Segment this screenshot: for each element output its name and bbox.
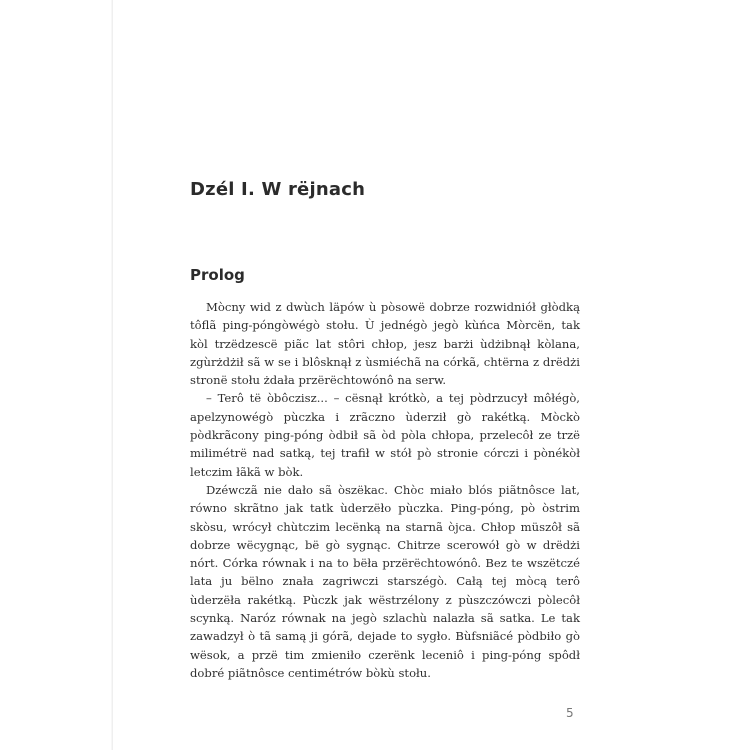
page-number: 5 bbox=[566, 706, 574, 720]
paragraph: Mòcny wid z dwùch läpów ù pòsowë dobrze rozwidniół głòdką tôflã ping-póngòwégò stołu. Ù jednégò jegò kùńca Mòrcën, tak kòl trzëdzescë piãc lat stôri chłop, jesz barżi ùdżibnął kòlana, zgùrżdżił sã w se i blôsknął z ùsmiéchã na córkã, chtërna z drëdżi stronë stołu żdała przërëchtowónô na serw. bbox=[190, 300, 580, 388]
paragraph: – Terô të òbôczisz... – cësnął krótkò, a tej pòdrzucył môłégò, apelzynowégò pùczka i zrãczno ùderził gò rakétką. Mòckò pòdkrãcony ping-póng òdbił sã òd pòla chłopa, przelecôł ze trzë milimétrë nad satką, tej trafił w stół pò stronie córczi i pònékòł letczim łãkã w bòk. bbox=[190, 391, 580, 479]
paragraph: Dzéwczã nie dało sã òszëkac. Chòc miało blós piãtnôsce lat, równo skrãtno jak tatk ùderzëło pùczka. Ping-póng, pò òstrim skòsu, wrócył chùtczim lecënką na starnã òjca. Chłop müszôł sã dobrze wëcygnąc, bë gò sygnąc. Chitrze scerowół gò w drëdżi nórt. Córka równak i na to bëła przërëchtowónô. Bez te wszëtczé lata ju bëlno znała zagriwczi starszégò. Całą tej mòcą terô ùderzëła rakétką. Pùczk jak wëstrzélony z pùszczówczi pòlecôł scynką. Naróz równak na jegò szlachù nalazła sã satka. Le tak zawadzył ò tã samą ji górã, dejade to sygło. Bùfsniãcé pòdbiło gò wësok, a przë tim zmieniło czerënk leceniô i ping-póng spôdł dobré piãtnôsce centimétrów bòkù stołu. bbox=[190, 482, 580, 680]
chapter-title: Prolog bbox=[190, 266, 245, 284]
chapter-body bbox=[190, 298, 580, 682]
part-title: Dzél I. W rëjnach bbox=[190, 179, 366, 200]
